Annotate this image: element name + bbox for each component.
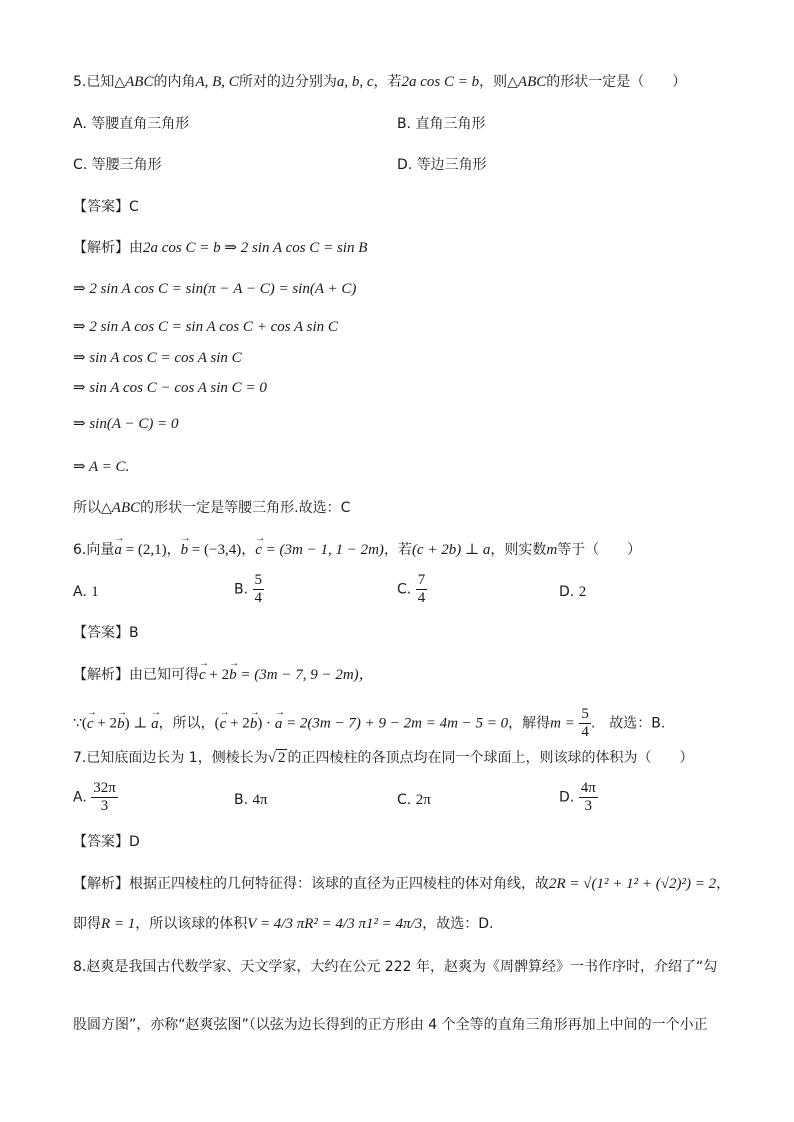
q7-option-a: A. $\frac{32\pi}{3}$ (73, 780, 116, 814)
q6-answer: 【答案】B (73, 625, 139, 641)
q5-conclusion: 所以△ABC的形状一定是等腰三角形.故选：C (73, 500, 351, 516)
q5-option-a: A. 等腰直角三角形 (73, 116, 190, 132)
q5-step-3: ⇒ 2 sin A cos C = sin A cos C + cos A sin C (73, 319, 338, 335)
q5-step-5: ⇒ sin A cos C − cos A sin C = 0 (73, 380, 267, 396)
q8-line-2: 股圆方图”，亦称“赵爽弦图”（以弦为边长得到的正方形由 4 个全等的直角三角形再加上中间的一个小正 (73, 1017, 708, 1033)
q7-option-b: B. 4π (234, 792, 268, 808)
q7-answer: 【答案】D (73, 834, 140, 850)
q6-analysis-1: 【解析】由已知可得→ c + 2→ b = (3m − 7, 9 − 2m)， (73, 665, 374, 685)
q7-option-d: D. $\frac{4\pi}{3}$ (559, 780, 596, 814)
q8-line-1: 8.赵爽是我国古代数学家、天文学家，大约在公元 222 年，赵爽为《周髀算经》一书作序时，介绍了“勾 (73, 959, 718, 975)
q5-analysis-first: 【解析】由2a cos C = b ⇒ 2 sin A cos C = sin B (73, 240, 368, 256)
q5-answer: 【答案】C (73, 199, 139, 215)
q5-stem: 5.已知△ABC的内角A, B, C所对的边分别为a, b, c，若2a cos C = b，则△ABC的形状一定是（ ） (73, 74, 687, 90)
q6-option-c: C. $\frac{7}{4}$ (397, 572, 426, 606)
q5-option-c: C. 等腰三角形 (73, 157, 162, 173)
q7-analysis-1: 【解析】根据正四棱柱的几何特征得：该球的直径为正四棱柱的体对角线，故2R = √(1² + 1² + (√2)²) = 2， (73, 876, 731, 892)
q6-stem: 6.向量→ a = (2,1)，→ b = (−3,4)，→ c = (3m − 1, 1 − 2m)，若(c + 2b) ⊥ a，则实数m等于（ ） (73, 540, 641, 560)
q6-option-a: A. 1 (73, 584, 99, 600)
q5-option-d: D. 等边三角形 (397, 157, 487, 173)
q7-stem: 7.已知底面边长为 1，侧棱长为√ 2 的正四棱柱的各顶点均在同一个球面上，则该球的体积为（ ） (73, 750, 694, 766)
q5-step-6: ⇒ sin(A − C) = 0 (73, 416, 179, 432)
q5-step-7: ⇒ A = C. (73, 459, 130, 475)
q6-option-d: D. 2 (559, 584, 587, 600)
q6-option-b: B. $\frac{5}{4}$ (234, 572, 263, 606)
q5-option-b: B. 直角三角形 (397, 116, 486, 132)
q7-option-c: C. 2π (397, 792, 431, 808)
q7-analysis-2: 即得R = 1，所以该球的体积V = 4/3 πR² = 4/3 π1² = 4π/3，故选：D. (73, 916, 494, 932)
q5-step-4: ⇒ sin A cos C = cos A sin C (73, 350, 242, 366)
q6-analysis-2: ∵(→ c + 2→ b) ⊥ → a，所以，(→ c + 2→ b) · → a = 2(3m − 7) + 9 − 2m = 4m − 5 = 0，解得m = $\frac{5}{4}$ . 故选：B. (73, 706, 665, 741)
q5-step-2: ⇒ 2 sin A cos C = sin(π − A − C) = sin(A + C) (73, 281, 357, 297)
